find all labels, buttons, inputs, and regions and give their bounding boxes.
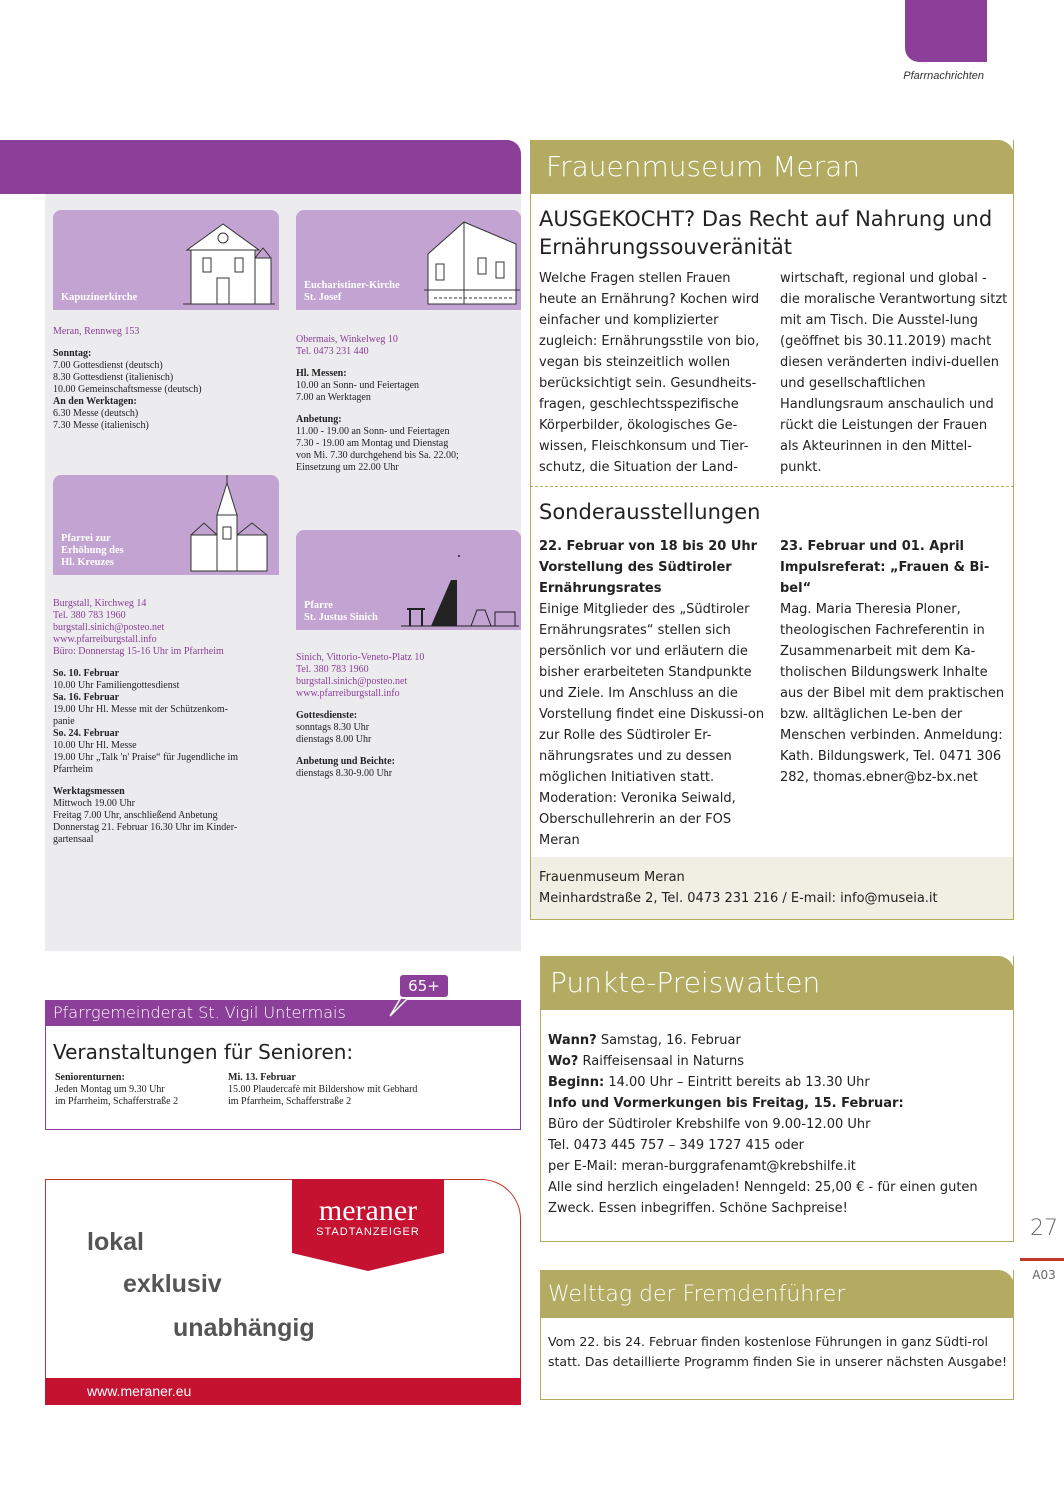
line: gartensaal xyxy=(53,834,94,845)
brand-logo: meraner xyxy=(318,1194,418,1227)
welttag-text: Vom 22. bis 24. Februar finden kostenlose Führungen in ganz Südti-rol statt. Das detaillierte Programm finden Sie in unserer nächsten Ausgabe! xyxy=(548,1334,1008,1369)
label: Anbetung: xyxy=(296,414,342,425)
value: 14.00 Uhr – Eintritt bereits ab 13.30 Uhr xyxy=(604,1075,870,1090)
church-name xyxy=(61,533,124,569)
pfarrgemeinderat-header: Pfarrgemeinderat St. Vigil Untermais xyxy=(45,1000,521,1026)
label: So. 24. Februar xyxy=(53,728,120,739)
phone: Tel. 380 783 1960 xyxy=(53,610,126,621)
line: 7.30 - 19.00 am Montag und Dienstag xyxy=(296,438,449,449)
speech-bubble-tail xyxy=(388,996,412,1018)
label: Wo? xyxy=(548,1054,579,1069)
senior-event-1 xyxy=(55,1072,225,1108)
event-heading: 23. Februar und 01. April Impulsreferat: „Frauen & Bi-bel“ xyxy=(780,539,990,596)
slogan-1: lokal xyxy=(87,1228,144,1256)
address: Sinich, Vittorio-Veneto-Platz 10 xyxy=(296,652,425,663)
line: 10.00 Uhr Familiengottesdienst xyxy=(53,680,180,691)
name-line: Pfarrei zur xyxy=(61,533,111,544)
age-badge: 65+ xyxy=(398,973,450,999)
line: Jeden Montag um 9.30 Uhr xyxy=(55,1084,165,1095)
name-line: St. Justus Sinich xyxy=(304,612,378,623)
church-card-eucharistiner xyxy=(296,210,521,310)
parish-header-bar xyxy=(0,140,521,194)
line: 10.00 Gemeinschaftsmesse (deutsch) xyxy=(53,384,202,395)
footer-line: Meinhardstraße 2, Tel. 0473 231 216 / E-mail: info@museia.it xyxy=(539,891,938,906)
preiswatten-body xyxy=(548,1030,1008,1219)
church-drawing-icon xyxy=(424,214,520,308)
line: 10.00 Uhr Hl. Messe xyxy=(53,740,137,751)
line: Donnerstag 21. Februar 16.30 Uhr im Kinder- xyxy=(53,822,238,833)
value: Raiffeisensaal in Naturns xyxy=(578,1054,744,1069)
website-link[interactable]: www.pfarreiburgstall.info xyxy=(53,634,157,645)
church-card-justus xyxy=(296,530,521,630)
article-column-2: wirtschaft, regional und global - die moralische Verantwortung sitzt mit am Tisch. Die Ausstel-lung (geöffnet bis 30.11.2019) macht diesen veränderten indivi-duellen und gesellschaftlichen Handlungsraum anschaulich und rückt die Leistungen der Frauen als Akteurinnen in den Mittel-punkt. xyxy=(780,271,1008,475)
footer-line: Frauenmuseum Meran xyxy=(539,870,685,885)
senior-events-title: Veranstaltungen für Senioren: xyxy=(53,1040,354,1064)
event-2 xyxy=(780,536,1008,788)
divider xyxy=(530,486,1014,487)
church-drawing-icon xyxy=(187,475,273,573)
name-line: Eucharistiner-Kirche xyxy=(304,280,400,291)
line: dienstags 8.00 Uhr xyxy=(296,734,372,745)
line: 10.00 an Sonn- und Feiertagen xyxy=(296,380,420,391)
label: Seniorenturnen: xyxy=(55,1072,125,1083)
frauenmuseum-header: Frauenmuseum Meran xyxy=(530,140,1014,194)
name-line: Hl. Kreuzes xyxy=(61,557,114,568)
page-number: 27 xyxy=(1030,1216,1058,1241)
church-name xyxy=(304,280,400,304)
page-code: A03 xyxy=(1032,1268,1056,1282)
label: Wann? xyxy=(548,1033,597,1048)
contact-footer xyxy=(531,857,1013,919)
address: Burgstall, Kirchweg 14 xyxy=(53,598,147,609)
church-drawing-icon xyxy=(401,550,519,630)
line: Tel. 0473 445 757 – 349 1727 415 oder xyxy=(548,1138,805,1153)
line: 8.30 Gottesdienst (italienisch) xyxy=(53,372,174,383)
event-text: Mag. Maria Theresia Ploner, theologischen Fachreferentin in Zusammenarbeit mit dem Ka-tholischen Bildungswerk Inhalte aus der Bibel mit dem praktischen bzw. alltäglichen Le-ben der Menschen verbinden. Anmeldung: Kath. Bildungswerk, Tel. 0471 306 282, thomas.ebner@bz-bx.net xyxy=(780,602,1005,785)
line: sonntags 8.30 Uhr xyxy=(296,722,370,733)
brand-subtitle: STADTANZEIGER xyxy=(316,1226,420,1238)
church-card-kapuziner xyxy=(53,210,279,310)
line: 6.30 Messe (deutsch) xyxy=(53,408,139,419)
value: Samstag, 16. Februar xyxy=(596,1033,741,1048)
justus-info xyxy=(296,652,521,780)
section-label: Pfarrnachrichten xyxy=(903,70,984,82)
church-name: Kapuzinerkirche xyxy=(61,292,138,303)
line: im Pfarrheim, Schafferstraße 2 xyxy=(228,1096,352,1107)
church-name xyxy=(304,600,378,624)
label: So. 10. Februar xyxy=(53,668,120,679)
line: Büro der Südtiroler Krebshilfe von 9.00-12.00 Uhr xyxy=(548,1117,871,1132)
event-text: Einige Mitglieder des „Südtiroler Ernährungsrates“ stellen sich persönlich vor und erläutern die bisher erarbeiteten Standpunkte und Ziele. Im Anschluss an die Vorstellung findet eine Diskussi-on zur Rolle des Südtiroler Er-nährungsrates und zu dessen möglichen Initiativen statt. Moderation: Veronika Seiwald, Oberschullehrerin an der FOS Meran xyxy=(539,602,765,848)
label: Werktagsmessen xyxy=(53,786,125,797)
church-drawing-icon xyxy=(183,218,275,308)
line: panie xyxy=(53,716,75,727)
label: Mi. 13. Februar xyxy=(228,1072,296,1083)
kapuziner-info xyxy=(53,326,279,432)
email-link[interactable]: burgstall.sinich@posteo.net xyxy=(53,622,165,633)
address: Obermais, Winkelweg 10 xyxy=(296,334,398,345)
label: Sa. 16. Februar xyxy=(53,692,120,703)
phone: Tel. 0473 231 440 xyxy=(296,346,369,357)
line: 15.00 Plaudercafè mit Bildershow mit Gebhard xyxy=(228,1084,418,1095)
line: Alle sind herzlich eingeladen! Nenngeld: 25,00 € - für einen guten Zweck. Essen inbegriffen. Schöne Sachpreise! xyxy=(548,1180,978,1216)
church-card-kreuz xyxy=(53,475,279,575)
ad-url-link[interactable]: www.meraner.eu xyxy=(45,1378,521,1405)
line: 19.00 Uhr „Talk 'n' Praise“ für Jugendliche im xyxy=(53,752,239,763)
senior-event-2 xyxy=(228,1072,508,1108)
eucharistiner-info xyxy=(296,334,521,474)
office-hours: Büro: Donnerstag 15-16 Uhr im Pfarrheim xyxy=(53,646,224,657)
event-heading: 22. Februar von 18 bis 20 Uhr Vorstellung des Südtiroler Ernährungsrates xyxy=(539,539,758,596)
line: 11.00 - 19.00 an Sonn- und Feiertagen xyxy=(296,426,450,437)
name-line: Pfarre xyxy=(304,600,333,611)
name-line: Erhöhung des xyxy=(61,545,124,556)
event-1 xyxy=(539,536,767,851)
line: 7.30 Messe (italienisch) xyxy=(53,420,149,431)
line: Mittwoch 19.00 Uhr xyxy=(53,798,135,809)
line: 7.00 Gottesdienst (deutsch) xyxy=(53,360,163,371)
label: Sonntag: xyxy=(53,348,92,359)
line: 19.00 Uhr Hl. Messe mit der Schützenkom- xyxy=(53,704,228,715)
label: An den Werktagen: xyxy=(53,396,137,407)
line: Einsetzung um 22.00 Uhr xyxy=(296,462,399,473)
line: von Mi. 7.30 durchgehend bis Sa. 22.00; xyxy=(296,450,459,461)
address: Meran, Rennweg 153 xyxy=(53,326,140,337)
preiswatten-header: Punkte-Preiswatten xyxy=(540,956,1014,1010)
name-line: St. Josef xyxy=(304,292,342,303)
line: dienstags 8.30-9.00 Uhr xyxy=(296,768,393,779)
slogan-3: unabhängig xyxy=(173,1314,315,1342)
label: Anbetung und Beichte: xyxy=(296,756,395,767)
label: Beginn: xyxy=(548,1075,605,1090)
advertisement[interactable] xyxy=(45,1179,521,1405)
label: Gottesdienste: xyxy=(296,710,358,721)
section-tab xyxy=(905,0,987,62)
article-title: AUSGEKOCHT? Das Recht auf Nahrung und Ernährungssouveränität xyxy=(539,207,993,259)
phone: Tel. 380 783 1960 xyxy=(296,664,369,675)
article-column-1: Welche Fragen stellen Frauen heute an Ernährung? Kochen wird einfacher und komplizierter zugleich: Ernährungsstile von bio, vegan bis steinzeitlich wollen berücksichtigt sein. Gesundheits-fragen, geschlechtsspezifische Körperbilder, ökologisches Ge-wissen, Fleischkonsum und Tier-schutz, die Situation der Land- xyxy=(539,271,760,475)
welttag-header: Welttag der Fremdenführer xyxy=(540,1270,1014,1318)
slogan-2: exklusiv xyxy=(123,1270,222,1298)
line: Pfarrheim xyxy=(53,764,93,775)
line: Freitag 7.00 Uhr, anschließend Anbetung xyxy=(53,810,218,821)
label: Hl. Messen: xyxy=(296,368,347,379)
label: Info und Vormerkungen bis Freitag, 15. Februar: xyxy=(548,1096,904,1111)
website-link[interactable]: www.pfarreiburgstall.info xyxy=(296,688,400,699)
section-title: Sonderausstellungen xyxy=(539,500,761,524)
email-link[interactable]: burgstall.sinich@posteo.net xyxy=(296,676,408,687)
kreuz-info xyxy=(53,598,279,846)
page-divider xyxy=(1020,1258,1064,1261)
line: 7.00 an Werktagen xyxy=(296,392,371,403)
line: per E-Mail: meran-burggrafenamt@krebshilfe.it xyxy=(548,1159,856,1174)
line: im Pfarrheim, Schafferstraße 2 xyxy=(55,1096,179,1107)
